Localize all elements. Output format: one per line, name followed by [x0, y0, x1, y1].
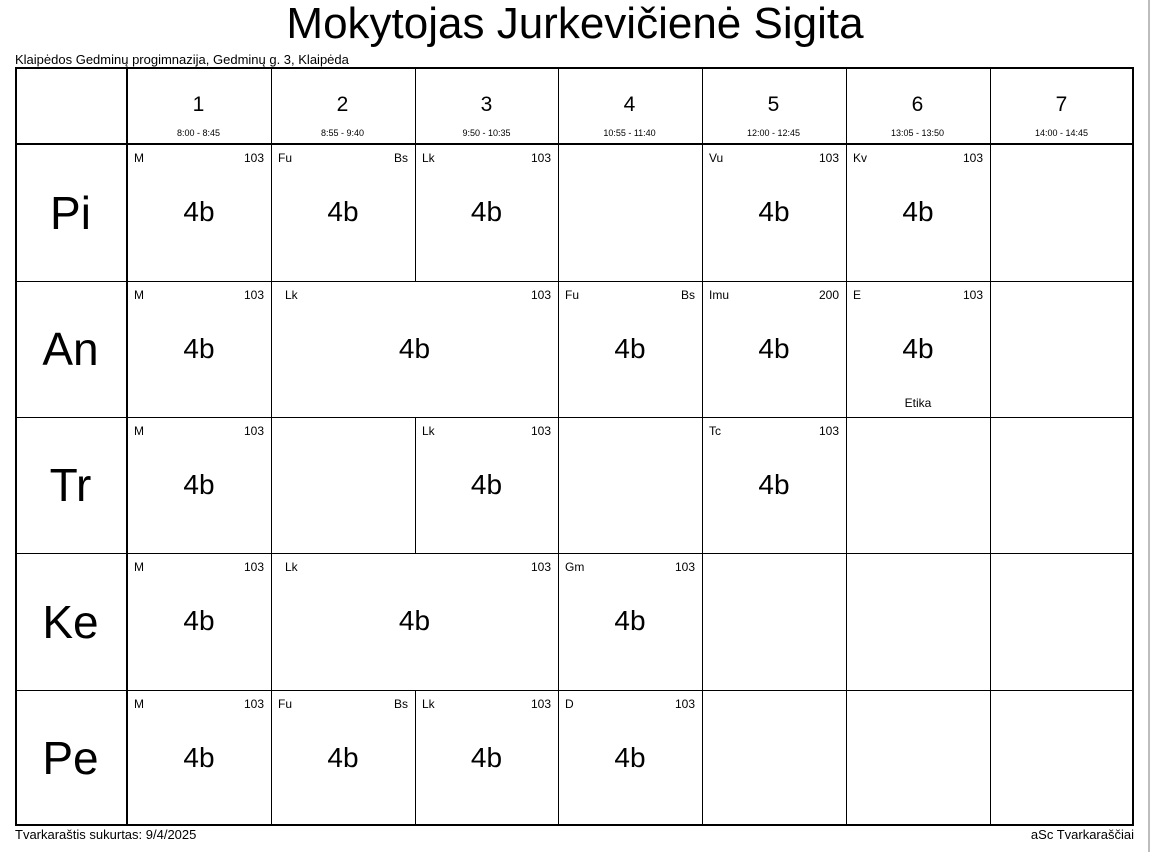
lesson-room: 103: [243, 288, 264, 302]
lesson-class: 4b: [758, 196, 790, 227]
lesson-cell[interactable]: [127, 144, 271, 281]
created-date: Tvarkaraštis sukurtas: 9/4/2025: [15, 827, 197, 842]
period-time: 9:50 - 10:35: [462, 128, 511, 138]
period-header: [702, 67, 845, 144]
lesson-class: 4b: [183, 196, 215, 227]
lesson-class: 4b: [902, 333, 934, 364]
period-header: [127, 67, 270, 144]
period-number: 6: [911, 93, 924, 116]
period-header: [415, 67, 558, 144]
cell-divider: [990, 553, 991, 690]
cell-divider: [702, 690, 703, 826]
lesson-room: 103: [530, 151, 551, 165]
cell-divider: [558, 417, 559, 553]
period-time: 8:00 - 8:45: [176, 128, 221, 138]
lesson-cell[interactable]: [846, 144, 990, 281]
lesson-class: 4b: [902, 196, 934, 227]
lesson-room: 103: [530, 560, 551, 574]
lesson-subject: M: [134, 560, 144, 574]
lesson-room: 200: [818, 288, 839, 302]
cell-divider: [702, 553, 703, 690]
cell-divider: [558, 144, 559, 281]
lesson-subject: Fu: [278, 151, 293, 165]
lesson-subject: D: [565, 697, 574, 711]
lesson-subject: M: [134, 151, 144, 165]
lesson-class: 4b: [183, 605, 215, 636]
lesson-class: 4b: [327, 196, 359, 227]
software-credit: aSc Tvarkaraščiai: [1030, 827, 1134, 842]
cell-divider: [846, 690, 847, 826]
lesson-class: 4b: [398, 333, 431, 364]
lesson-class: 4b: [183, 469, 215, 500]
period-time: 10:55 - 11:40: [603, 128, 656, 138]
lesson-cell[interactable]: [702, 144, 846, 281]
cell-divider: [990, 417, 991, 553]
day-label: Pe: [42, 732, 99, 784]
lesson-subject: M: [134, 288, 144, 302]
page-title: Mokytojas Jurkevičienė Sigita: [286, 0, 864, 48]
period-header: [558, 67, 701, 144]
period-header: [271, 67, 414, 144]
lesson-cell[interactable]: [127, 553, 271, 690]
cell-divider: [990, 281, 991, 417]
lesson-class: 4b: [327, 742, 359, 773]
lesson-class: 4b: [183, 333, 215, 364]
day-label: Tr: [49, 459, 92, 511]
lesson-subject: Fu: [278, 697, 293, 711]
day-label: An: [42, 323, 99, 375]
day-label: Pi: [50, 186, 91, 239]
lesson-subject: Lk: [285, 560, 298, 574]
lesson-cell[interactable]: [271, 144, 415, 281]
lesson-class: 4b: [614, 742, 646, 773]
lesson-cell[interactable]: [415, 144, 558, 281]
lesson-room: 103: [243, 697, 264, 711]
lesson-room: 103: [818, 424, 839, 438]
lesson-class: 4b: [614, 605, 646, 636]
lesson-subject: Lk: [285, 288, 298, 302]
lesson-subject: Lk: [422, 697, 435, 711]
lesson-cell[interactable]: [702, 281, 846, 417]
lesson-class: 4b: [758, 333, 790, 364]
lesson-cell[interactable]: [271, 690, 415, 826]
lesson-room: 103: [962, 151, 983, 165]
lesson-room: 103: [530, 288, 551, 302]
lesson-room: Bs: [393, 697, 408, 711]
cell-divider: [990, 690, 991, 826]
page-edge: [1148, 0, 1150, 852]
period-time: 13:05 - 13:50: [890, 128, 945, 138]
period-number: 3: [480, 93, 493, 116]
lesson-room: 103: [962, 288, 983, 302]
lesson-room: Bs: [680, 288, 695, 302]
lesson-subject: Gm: [565, 560, 585, 574]
lesson-room: Bs: [393, 151, 408, 165]
lesson-cell[interactable]: [415, 417, 558, 553]
lesson-subject: Vu: [709, 151, 724, 165]
lesson-note: Etika: [904, 396, 932, 410]
lesson-room: 103: [243, 151, 264, 165]
lesson-subject: Imu: [709, 288, 730, 302]
lesson-class: 4b: [398, 605, 431, 636]
lesson-room: 103: [674, 560, 695, 574]
lesson-subject: E: [853, 288, 862, 302]
cell-divider: [846, 417, 847, 553]
lesson-class: 4b: [470, 469, 503, 500]
lesson-room: 103: [674, 697, 695, 711]
cell-divider: [271, 417, 272, 553]
lesson-room: 103: [530, 424, 551, 438]
lesson-room: 103: [243, 560, 264, 574]
period-number: 4: [623, 93, 636, 116]
lesson-room: 103: [530, 697, 551, 711]
period-time: 14:00 - 14:45: [1034, 128, 1089, 138]
lesson-cell[interactable]: [415, 690, 558, 826]
cell-divider: [846, 553, 847, 690]
lesson-cell[interactable]: [846, 281, 990, 417]
lesson-cell[interactable]: [558, 553, 702, 690]
period-header: [846, 67, 989, 144]
lesson-room: 103: [243, 424, 264, 438]
lesson-subject: M: [134, 424, 144, 438]
lesson-cell[interactable]: [558, 690, 702, 826]
lesson-subject: Fu: [565, 288, 580, 302]
lesson-cell[interactable]: [127, 690, 271, 826]
period-header: [990, 67, 1133, 144]
lesson-subject: Lk: [422, 424, 435, 438]
school-address: Klaipėdos Gedminų progimnazija, Gedminų g. 3, Klaipėda: [15, 52, 349, 67]
lesson-cell[interactable]: [702, 417, 846, 553]
lesson-class: 4b: [758, 469, 790, 500]
cell-divider: [990, 144, 991, 281]
period-time: 8:55 - 9:40: [320, 128, 365, 138]
lesson-subject: Lk: [422, 151, 435, 165]
lesson-cell[interactable]: [271, 553, 558, 690]
lesson-subject: M: [134, 697, 144, 711]
period-number: 2: [336, 93, 349, 116]
lesson-cell[interactable]: [558, 281, 702, 417]
lesson-class: 4b: [183, 742, 215, 773]
lesson-class: 4b: [470, 196, 503, 227]
lesson-room: 103: [818, 151, 839, 165]
period-number: 5: [767, 93, 780, 116]
lesson-subject: Kv: [853, 151, 868, 165]
lesson-cell[interactable]: [271, 281, 558, 417]
period-number: 1: [192, 93, 205, 116]
lesson-cell[interactable]: [127, 281, 271, 417]
period-number: 7: [1055, 93, 1068, 116]
day-label: Ke: [42, 595, 99, 648]
period-time: 12:00 - 12:45: [746, 128, 801, 138]
lesson-subject: Tc: [709, 424, 721, 438]
lesson-class: 4b: [614, 333, 646, 364]
lesson-class: 4b: [470, 742, 503, 773]
lesson-cell[interactable]: [127, 417, 271, 553]
